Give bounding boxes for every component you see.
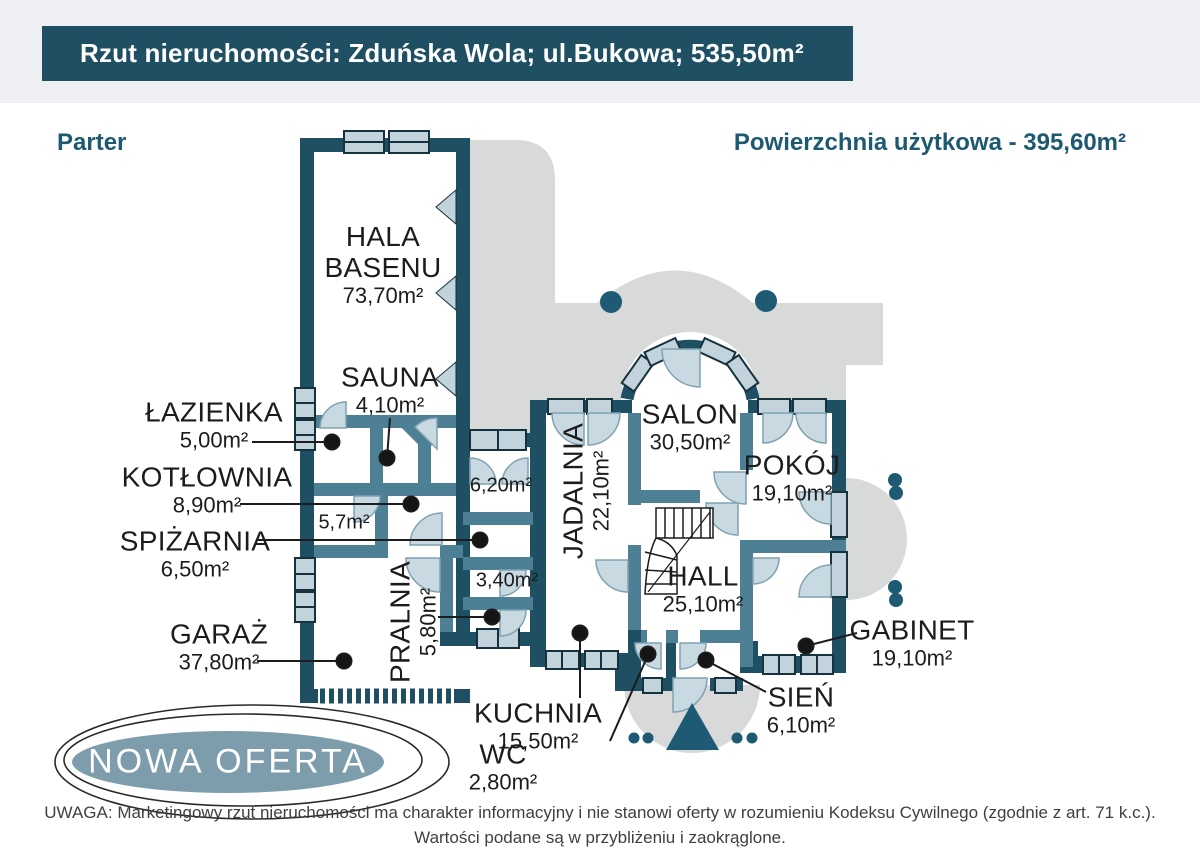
garage-door xyxy=(318,688,454,704)
usable-area-label: Powierzchnia użytkowa - 395,60m² xyxy=(733,129,1126,156)
room-label-jadalnia: JADALNIA 22,10m² xyxy=(557,422,614,560)
disclaimer-line-1: UWAGA: Marketingowy rzut nieruchomości ma charakter informacyjny i nie stanowi oferty w rozumieniu Kodeksu Cywilnego (zgodnie z art. 71 k.c.). xyxy=(44,803,1156,822)
room-label-wc: WC 2,80m² xyxy=(468,738,538,795)
room-label-pralnia: PRALNIA 5,80m² xyxy=(384,561,441,683)
room-label-salon: SALON 30,50m² xyxy=(641,398,739,455)
room-label-lazienka: ŁAZIENKA 5,00m² xyxy=(145,396,283,453)
french-window-fan xyxy=(436,190,456,224)
room-label-garaz: GARAŻ 37,80m² xyxy=(170,618,268,675)
room-label-spizarnia: SPIŻARNIA 6,50m² xyxy=(119,525,271,582)
disclaimer-line-2: Wartości podane są w przybliżeniu i zaokrąglone. xyxy=(414,828,786,847)
room-label-sauna: SAUNA 4,10m² xyxy=(341,361,439,418)
room-label-hala-basenu: HALA BASENU 73,70m² xyxy=(324,221,442,308)
new-offer-badge: NOWA OFERTA xyxy=(88,742,368,781)
area-label-corridor: 3,40m² xyxy=(475,569,539,592)
room-label-kuchnia: KUCHNIA 15,50m² xyxy=(473,697,603,754)
floor-label: Parter xyxy=(57,129,127,156)
area-label-alcove: 5,7m² xyxy=(318,511,370,534)
room-label-sien: SIEŃ 6,10m² xyxy=(766,681,836,738)
room-label-hall: HALL 25,10m² xyxy=(662,560,744,617)
page-title: Rzut nieruchomości: Zduńska Wola; ul.Bukowa; 535,50m² xyxy=(42,26,853,81)
room-label-kotlownia: KOTŁOWNIA 8,90m² xyxy=(121,461,293,518)
room-label-gabinet: GABINET 19,10m² xyxy=(849,614,975,671)
area-label-passage: 6,20m² xyxy=(469,474,533,497)
room-label-pokoj: POKÓJ 19,10m² xyxy=(743,449,841,506)
